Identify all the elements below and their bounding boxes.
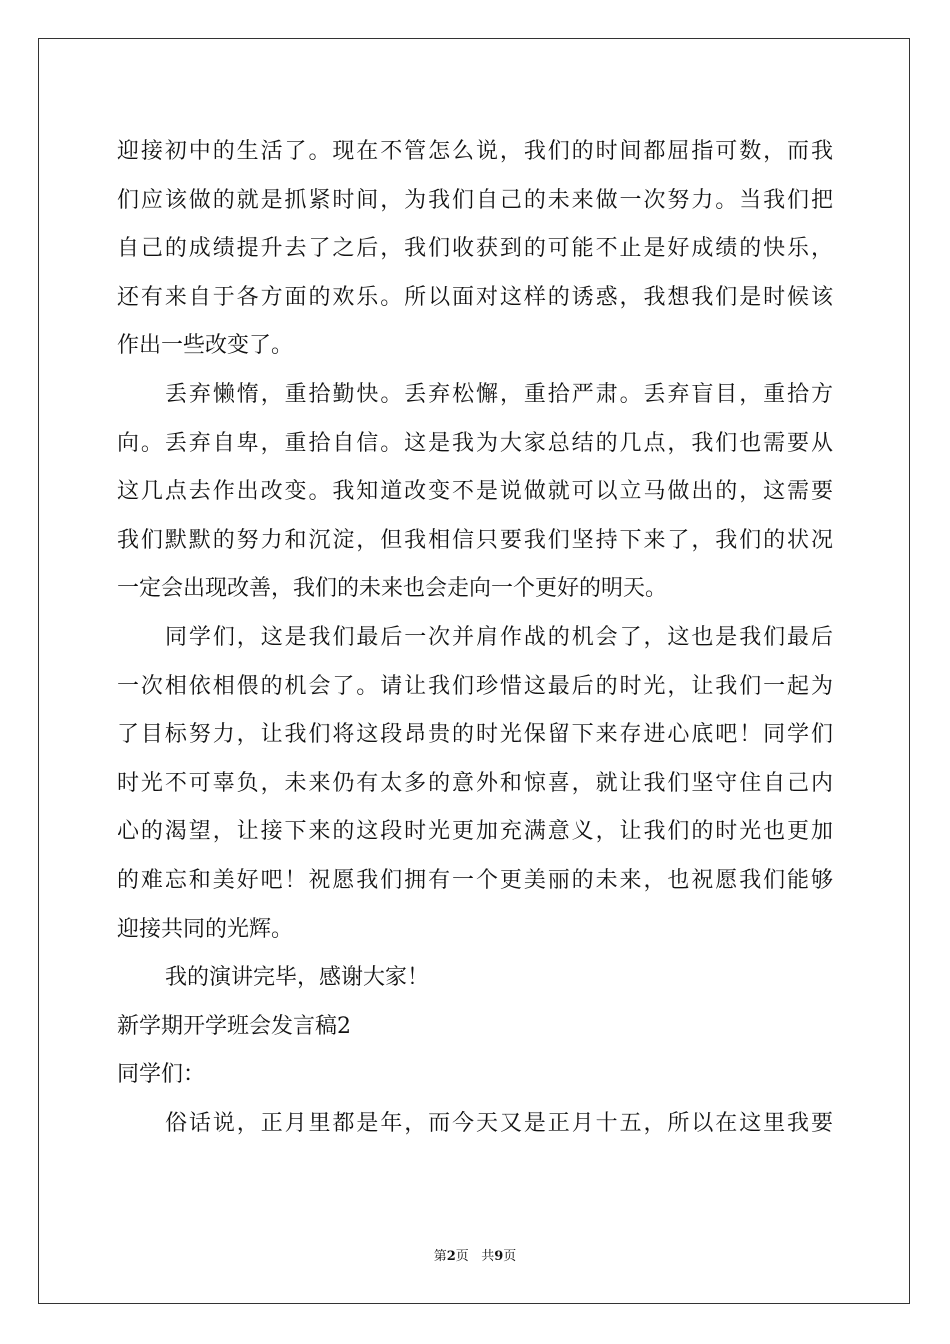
text-line: 我的演讲完毕，感谢大家！: [165, 965, 430, 991]
text-line: 们应该做的就是抓紧时间，为我们自己的未来做一次努力。当我们把: [117, 187, 833, 213]
footer-suffix: 页: [503, 1249, 517, 1264]
text-line: 作出一些改变了。: [117, 333, 294, 359]
paragraph-2: [117, 371, 833, 614]
document-body: [117, 128, 833, 1148]
page-footer: [0, 1245, 950, 1264]
text-line: 自己的成绩提升去了之后，我们收获到的可能不止是好成绩的快乐，: [117, 236, 833, 262]
text-line: 我们默默的努力和沉淀，但我相信只要我们坚持下来了，我们的状况: [117, 527, 833, 553]
text-line: 一定会出现改善，我们的未来也会走向一个更好的明天。: [117, 576, 668, 602]
text-line: 俗话说，正月里都是年，而今天又是正月十五，所以在这里我要: [165, 1110, 833, 1136]
paragraph-1: [117, 128, 833, 371]
text-line: 还有来自于各方面的欢乐。所以面对这样的诱惑，我想我们是时候该: [117, 284, 833, 310]
text-line: 这几点去作出改变。我知道改变不是说做就可以立马做出的，这需要: [117, 479, 833, 505]
text-line: 心的渴望，让接下来的这段时光更加充满意义，让我们的时光也更加: [117, 819, 833, 845]
footer-mid: 页 共: [455, 1249, 495, 1264]
text-line: 向。丢弃自卑，重拾自信。这是我为大家总结的几点，我们也需要从: [117, 430, 833, 456]
text-line: 迎接共同的光辉。: [117, 916, 294, 942]
footer-page-number: 2: [446, 1249, 456, 1264]
section-heading: [117, 1003, 833, 1052]
text-line: 的难忘和美好吧！祝愿我们拥有一个更美丽的未来，也祝愿我们能够: [117, 867, 833, 893]
paragraph-4: [117, 1100, 833, 1149]
footer-prefix: 第: [433, 1249, 447, 1264]
text-line: 了目标努力，让我们将这段昂贵的时光保留下来存进心底吧！同学们: [117, 722, 833, 748]
text-line: 同学们，这是我们最后一次并肩作战的机会了，这也是我们最后: [165, 624, 833, 650]
text-line: 时光不可辜负，未来仍有太多的意外和惊喜，就让我们坚守住自己内: [117, 770, 833, 796]
salutation: [117, 1051, 833, 1100]
paragraph-closing: [117, 954, 833, 1003]
heading-line: 新学期开学班会发言稿2: [117, 1013, 351, 1039]
text-line: 一次相依相偎的机会了。请让我们珍惜这最后的时光，让我们一起为: [117, 673, 833, 699]
footer-total-pages: 9: [494, 1249, 504, 1264]
text-line: 同学们：: [117, 1062, 206, 1088]
text-line: 迎接初中的生活了。现在不管怎么说，我们的时间都屈指可数，而我: [117, 139, 833, 164]
paragraph-3: [117, 614, 833, 954]
text-line: 丢弃懒惰，重拾勤快。丢弃松懈，重拾严肃。丢弃盲目，重拾方: [165, 381, 833, 407]
